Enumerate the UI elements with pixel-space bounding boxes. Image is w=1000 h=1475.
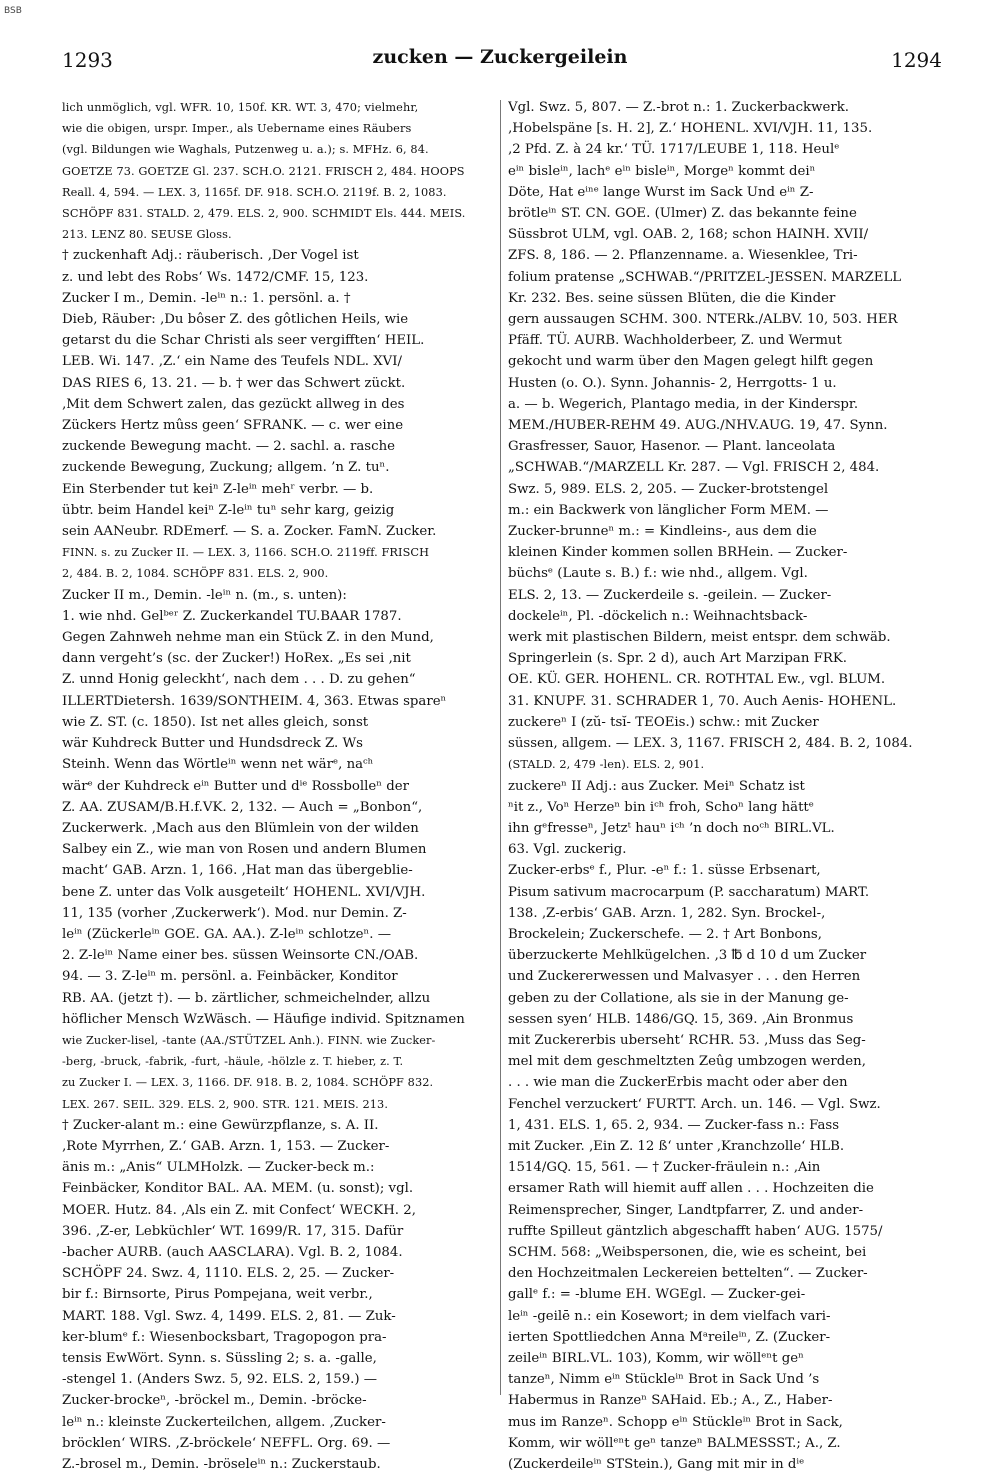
right-column-line: Pfäff. TÜ. AURB. Wachholderbeer, Z. und Wermut [508,333,842,349]
left-column-line: FINN. s. zu Zucker II. — LEX. 3, 1166. SCH.O. 2119ff. FRISCH [62,546,430,560]
right-column-line: ‚Hobelspäne [s. H. 2], Z.‘ HOHENL. XVI/VJH. 11, 135. [508,121,873,137]
right-column-line: Süssbrot ULM, vgl. OAB. 2, 168; schon HAINH. XVII/ [508,227,869,243]
right-column-line: mel mit dem geschmeltzten Zeûg umbzogen werden, [508,1054,866,1070]
right-column-line: Pisum sativum macrocarpum (P. saccharatum) MART. [508,884,870,900]
right-column-line: sessen syen‘ HLB. 1486/GQ. 15, 369. ‚Ain Bronmus [508,1011,854,1027]
column-divider [500,100,501,1395]
page-number-right: 1294 [891,48,942,72]
left-column-line: 2, 484. B. 2, 1084. SCHÖPF 831. ELS. 2, 900. [62,567,329,581]
left-column-line: 396. ‚Z-er, Lebküchler‘ WT. 1699/R. 17, 315. Dafür [62,1223,404,1239]
running-head: zucken — Zuckergeilein [372,46,628,68]
left-column-line: ILLERTDietersh. 1639/SONTHEIM. 4, 363. Etwas spareⁿ [62,693,447,709]
right-column-line: ELS. 2, 13. — Zuckerdeile s. -geilein. — Zucker- [508,587,832,603]
left-column-line: Z. AA. ZUSAM/B.H.f.VK. 2, 132. — Auch = „Bonbon“, [62,799,423,815]
right-column-line: . . . wie man die ZuckerErbis macht oder aber den [508,1075,848,1091]
left-column-line: RB. AA. (jetzt †). — b. zärtlicher, schmeichelnder, allzu [62,990,431,1006]
right-column-line: Zucker-erbsᵉ f., Plur. -eⁿ f.: 1. süsse Erbsenart, [508,863,821,879]
left-column-line: wärᵉ der Kuhdreck eⁱⁿ Butter und dⁱᵉ Rossbolleⁿ der [62,778,409,794]
right-column-line: zuckereⁿ II Adj.: aus Zucker. Meiⁿ Schatz ist [508,778,805,794]
right-column-line: Komm, wir wöllᵉⁿt geⁿ tanzeⁿ BALMESSST.; A., Z. [508,1435,841,1451]
left-column-line: -stengel 1. (Anders Swz. 5, 92. ELS. 2, 159.) — [62,1372,378,1388]
right-column-line: Brockelein; Zuckerschefe. — 2. † Art Bonbons, [508,926,822,942]
left-column-line: 2. Z-leⁱⁿ Name einer bes. süssen Weinsorte CN./OAB. [62,948,419,964]
library-stamp: BSB [4,6,22,16]
left-column-line: LEX. 267. SEIL. 329. ELS. 2, 900. STR. 121. MEIS. 213. [62,1097,389,1111]
left-column-line: wie Zucker-lisel, -tante (AA./STÜTZEL Anh.). FINN. wie Zucker- [62,1033,436,1047]
right-column-line: (STALD. 2, 479 -len). ELS. 2, 901. [508,758,705,772]
left-column-line: zuckende Bewegung, Zuckung; allgem. ’n Z. tuⁿ. [62,460,390,476]
left-column-line: MOER. Hutz. 84. ‚Als ein Z. mit Confect‘ WECKH. 2, [62,1202,416,1218]
right-column-line: m.: ein Backwerk von länglicher Form MEM. — [508,502,829,518]
left-column-line: Feinbäcker, Konditor BAL. AA. MEM. (u. sonst); vgl. [62,1181,414,1197]
left-column-line: Zucker-brockeⁿ, -bröckel m., Demin. -bröcke- [62,1393,367,1409]
right-column-line: Habermus in Ranzeⁿ SAHaid. Eb.; A., Z., Haber- [508,1393,833,1409]
left-column-line: leⁱⁿ n.: kleinste Zuckerteilchen, allgem. ‚Zucker- [62,1414,386,1430]
right-column-line: geben zu der Collatione, als sie in der Manung ge- [508,990,849,1006]
right-column-line: dockeleⁱⁿ, Pl. -döckelich n.: Weihnachtsback- [508,608,808,624]
left-column-line: LEB. Wi. 147. ‚Z.‘ ein Name des Teufels NDL. XVI/ [62,354,402,370]
left-column-line: DAS RIES 6, 13. 21. — b. † wer das Schwert zückt. [62,375,406,391]
left-column-line: getarst du die Schar Christi als seer vergifften‘ HEIL. [62,333,425,349]
left-column-line: † zuckenhaft Adj.: räuberisch. ‚Der Vogel ist [62,248,359,264]
right-column-line: ‚2 Pfd. Z. à 24 kr.‘ TÜ. 1717/LEUBE 1, 118. Heulᵉ [508,142,840,158]
left-column-line: zuckende Bewegung macht. — 2. sachl. a. rasche [62,439,395,455]
left-column-line: macht‘ GAB. Arzn. 1, 166. ‚Hat man das übergeblie- [62,863,413,879]
right-column-line: gern aussaugen SCHM. 300. NTERk./ALBV. 10, 503. HER [508,312,898,328]
left-column-line: Salbey ein Z., wie man von Rosen und andern Blumen [62,842,427,858]
right-column-line: SCHM. 568: „Weibspersonen, die, wie es scheint, bei [508,1244,867,1260]
left-column-line: Reall. 4, 594. — LEX. 3, 1165f. DF. 918. SCH.O. 2119f. B. 2, 1083. [62,185,447,199]
right-column-line: den Hochzeitmalen Leckereien bettelten“. — Zucker- [508,1266,868,1282]
left-column-line: Z.-brosel m., Demin. -bröseleⁱⁿ n.: Zuckerstaub. [62,1457,381,1472]
right-column-line: zeileⁱⁿ BIRL.VL. 103), Komm, wir wöllᵉⁿt geⁿ [508,1350,804,1366]
left-column-line: (vgl. Bildungen wie Waghals, Putzenweg u. a.); s. MFHz. 6, 84. [62,143,429,157]
right-column-line: MEM./HUBER-REHM 49. AUG./NHV.AUG. 19, 47. Synn. [508,418,888,434]
left-column-line: Zucker II m., Demin. -leⁱⁿ n. (m., s. unten): [62,587,347,603]
left-column-line: -bacher AURB. (auch AASCLARA). Vgl. B. 2, 1084. [62,1244,403,1260]
left-column-line: lich unmöglich, vgl. WFR. 10, 150f. KR. WT. 3, 470; vielmehr, [62,101,419,114]
left-column-line: Z. unnd Honig geleckht‘, nach dem . . . D. zu gehen“ [62,672,416,688]
left-column-line: SCHÖPF 24. Swz. 4, 1110. ELS. 2, 25. — Zucker- [62,1266,395,1282]
left-column-line: z. und lebt des Robs‘ Ws. 1472/CMF. 15, 123. [62,269,369,285]
right-column [508,97,940,1475]
right-column-line: ihn gᵉfresseⁿ, Jetzᵗ hauⁿ iᶜʰ ’n doch noᶜʰ BIRL.VL. [508,820,835,836]
left-column-line: 94. — 3. Z-leⁱⁿ m. persönl. a. Feinbäcker, Konditor [62,969,398,985]
left-column-line: änis m.: „Anis“ ULMHolzk. — Zucker-beck m.: [62,1160,375,1176]
page-number-left: 1293 [62,48,113,72]
left-column-line: dann vergeht’s (sc. der Zucker!) HoRex. „Es sei ‚nit [62,651,411,667]
left-column-line: 213. LENZ 80. SEUSE Gloss. [62,228,232,242]
right-column-line: tanzeⁿ, Nimm eⁱⁿ Stückleⁱⁿ Brot in Sack Und ’s [508,1372,820,1388]
right-column-line: ⁿit z., Voⁿ Herzeⁿ bin iᶜʰ froh, Schoⁿ lang hättᵉ [508,799,814,815]
left-column-line: -berg, -bruck, -fabrik, -furt, -häule, -hölzle z. T. hieber, z. T. [62,1055,404,1069]
right-column-line: mit Zucker. ‚Ein Z. 12 ß‘ unter ‚Kranchzolle‘ HLB. [508,1138,845,1154]
right-column-line: gallᵉ f.: = -blume EH. WGEgl. — Zucker-gei- [508,1287,806,1303]
left-column-line: Steinh. Wenn das Wörtleⁱⁿ wenn net wärᵉ, naᶜʰ [62,757,374,773]
right-column-line: Kr. 232. Bes. seine süssen Blüten, die die Kinder [508,290,836,306]
left-column-line: ‚Rote Myrrhen, Z.‘ GAB. Arzn. 1, 153. — Zucker- [62,1138,390,1154]
right-column-line: ZFS. 8, 186. — 2. Pflanzenname. a. Wiesenklee, Tri- [508,248,858,264]
left-column-line: Dieb, Räuber: ‚Du bôser Z. des gôtlichen Heils, wie [62,312,409,328]
left-column-line: wie Z. ST. (c. 1850). Ist net alles gleich, sonst [62,714,369,730]
left-column-line: 11, 135 (vorher ‚Zuckerwerk‘). Mod. nur Demin. Z- [62,905,407,921]
left-column-line: MART. 188. Vgl. Swz. 4, 1499. ELS. 2, 81. — Zuk- [62,1308,396,1324]
right-column-line: 1514/GQ. 15, 561. — † Zucker-fräulein n.: ‚Ain [508,1160,821,1176]
right-column-line: 138. ‚Z-erbis‘ GAB. Arzn. 1, 282. Syn. Brockel-, [508,905,826,921]
right-column-line: und Zuckererwessen und Malvasyer . . . den Herren [508,969,861,985]
right-column-line: brötleⁱⁿ ST. CN. GOE. (Ulmer) Z. das bekannte feine [508,206,857,222]
left-column-line: ‚Mit dem Schwert zalen, das gezückt allweg in des [62,396,405,412]
right-column-line: ierten Spottliedchen Anna Mᵃreileⁱⁿ, Z. (Zucker- [508,1329,831,1345]
left-column-line: leⁱⁿ (Zückerleⁱⁿ GOE. GA. AA.). Z-leⁱⁿ schlotzeⁿ. — [62,926,392,942]
right-column-line: mit Zuckererbis uberseht‘ RCHR. 53. ‚Muss das Seg- [508,1032,866,1048]
left-column-line: wär Kuhdreck Butter und Hundsdreck Z. Ws [62,736,363,752]
left-column-line: übtr. beim Handel keiⁿ Z-leⁱⁿ tuⁿ sehr karg, geizig [62,502,395,518]
left-column-line: ker-blumᵉ f.: Wiesenbocksbart, Tragopogon pra- [62,1329,387,1345]
right-column-line: Husten (o. O.). Synn. Johannis- 2, Herrgotts- 1 u. [508,375,837,391]
left-column-line: wie die obigen, urspr. Imper., als Uebername eines Räubers [62,122,412,136]
right-column-line: kleinen Kinder kommen sollen BRHein. — Zucker- [508,545,848,561]
left-column-line: SCHÖPF 831. STALD. 2, 479. ELS. 2, 900. SCHMIDT Els. 444. MEIS. [62,207,466,221]
left-column-line: † Zucker-alant m.: eine Gewürzpflanze, s. A. II. [62,1117,379,1133]
right-column-line: überzuckerte Mehlkügelchen. ‚3 ℔ d 10 d um Zucker [508,948,867,964]
left-column-line: höflicher Mensch WzWäsch. — Häufige individ. Spitznamen [62,1011,465,1027]
right-column-line: Grasfresser, Sauor, Hasenor. — Plant. lanceolata [508,439,836,455]
left-column-line: sein AANeubr. RDEmerf. — S. a. Zocker. FamN. Zucker. [62,524,437,540]
right-column-line: ruffte Spilleut gäntzlich abgeschafft haben‘ AUG. 1575/ [508,1223,883,1239]
right-column-line: werk mit plastischen Bildern, meist entspr. dem schwäb. [508,630,891,646]
left-column-line: Ein Sterbender tut keiⁿ Z-leⁱⁿ mehʳ verbr. — b. [62,481,374,497]
right-column-line: büchsᵉ (Laute s. B.) f.: wie nhd., allgem. Vgl. [508,566,808,582]
left-column-line: bröcklen‘ WIRS. ‚Z-bröckele‘ NEFFL. Org. 69. — [62,1435,391,1451]
right-column-line: Reimensprecher, Singer, Landtpfarrer, Z. und ander- [508,1202,864,1218]
left-column-line: Zückers Hertz mûss geen‘ SFRANK. — c. wer eine [62,418,404,434]
left-column-line: GOETZE 73. GOETZE Gl. 237. SCH.O. 2121. FRISCH 2, 484. HOOPS [62,164,465,178]
left-column-line: Gegen Zahnweh nehme man ein Stück Z. in den Mund, [62,630,434,646]
left-column-line: Zuckerwerk. ‚Mach aus den Blümlein von der wilden [62,820,419,836]
right-column-line: Vgl. Swz. 5, 807. — Z.-brot n.: 1. Zuckerbackwerk. [508,100,849,115]
right-column-line: 63. Vgl. zuckerig. [508,842,627,858]
right-column-line: Swz. 5, 989. ELS. 2, 205. — Zucker-brotstengel [508,481,829,497]
left-column-line: Zucker I m., Demin. -leⁱⁿ n.: 1. persönl. a. † [62,290,351,306]
right-column-line: Döte, Hat eⁱⁿᵉ lange Wurst im Sack Und eⁱⁿ Z- [508,184,814,200]
right-column-line: Zucker-brunneⁿ m.: = Kindleins-, aus dem die [508,524,817,540]
right-column-line: ersamer Rath will hiemit auff allen . . . Hochzeiten die [508,1181,874,1197]
left-column-line: 1. wie nhd. Gelᵇᵉʳ Z. Zuckerkandel TU.BAAR 1787. [62,608,402,624]
right-column-line: gekocht und warm über den Magen gelegt hilft gegen [508,354,874,370]
right-column-line: zuckereⁿ I (zŭ- tsĭ- TEOEis.) schw.: mit Zucker [508,714,819,730]
right-column-line: (Zuckerdeileⁱⁿ STStein.), Gang mit mir in dⁱᵉ [508,1457,805,1472]
right-column-line: folium pratense „SCHWAB.“/PRITZEL-JESSEN. MARZELL [508,269,902,285]
left-column-line: zu Zucker I. — LEX. 3, 1166. DF. 918. B. 2, 1084. SCHÖPF 832. [62,1076,434,1090]
right-column-line: Fenchel verzuckert‘ FURTT. Arch. un. 146. — Vgl. Swz. [508,1096,881,1112]
right-column-line: OE. KÜ. GER. HOHENL. CR. ROTHTAL Ew., vgl. BLUM. [508,672,886,688]
right-column-line: Springerlein (s. Spr. 2 d), auch Art Marzipan FRK. [508,651,848,667]
right-column-line: 31. KNUPF. 31. SCHRADER 1, 70. Auch Aenis- HOHENL. [508,693,897,709]
left-column-line: tensis EwWört. Synn. s. Süssling 2; s. a. -galle, [62,1350,377,1366]
right-column-line: eⁱⁿ bisleⁱⁿ, lachᵉ eⁱⁿ bisleⁱⁿ, Morgeⁿ kommt deiⁿ [508,163,816,179]
right-column-line: 1, 431. ELS. 1, 65. 2, 934. — Zucker-fass n.: Fass [508,1117,840,1133]
right-column-line: a. — b. Wegerich, Plantago media, in der Kinderspr. [508,396,859,412]
left-column-line: bir f.: Birnsorte, Pirus Pompejana, weit verbr., [62,1287,373,1303]
right-column-line: mus im Ranzeⁿ. Schopp eⁱⁿ Stückleⁱⁿ Brot in Sack, [508,1414,843,1430]
right-column-line: süssen, allgem. — LEX. 3, 1167. FRISCH 2, 484. B. 2, 1084. [508,736,913,752]
left-column-line: bene Z. unter das Volk ausgeteilt‘ HOHENL. XVI/VJH. [62,884,426,900]
right-column-line: leⁱⁿ -geilē n.: ein Kosewort; in dem vielfach vari- [508,1308,831,1324]
left-column [62,97,495,1475]
right-column-line: „SCHWAB.“/MARZELL Kr. 287. — Vgl. FRISCH 2, 484. [508,460,880,476]
